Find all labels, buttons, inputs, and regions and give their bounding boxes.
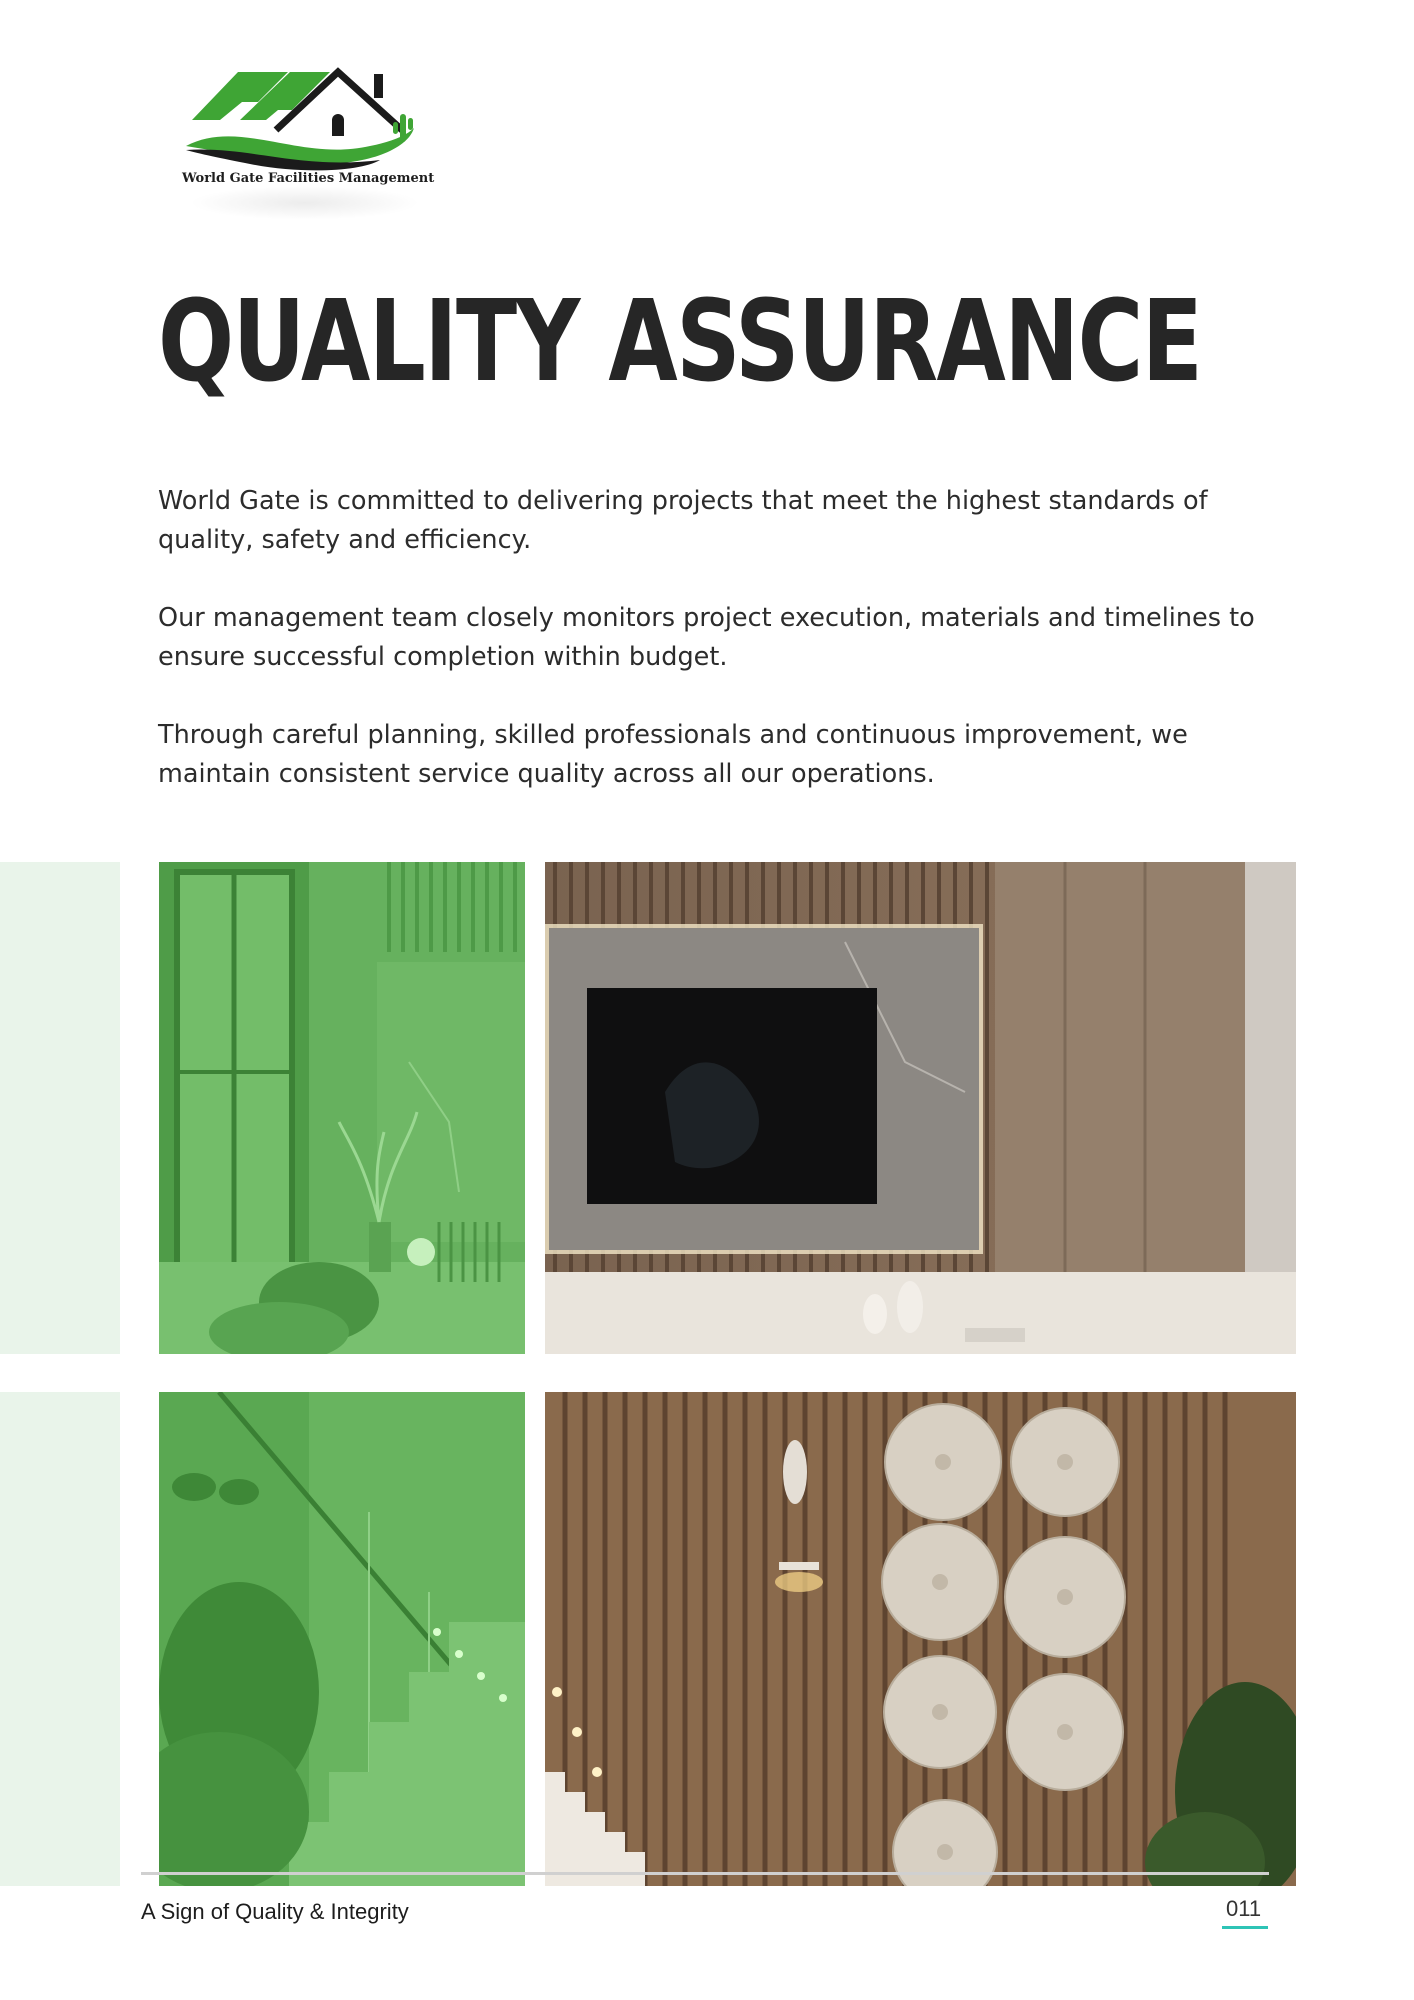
footer-divider [141,1872,1269,1875]
photo-tv-wall [545,862,1296,1354]
paragraph-commitment: World Gate is committed to delivering projects that meet the highest standards of quality, safety and efficiency. [158,486,1208,555]
intro-text [158,482,1308,833]
page-title: QUALITY ASSURANCE [158,277,1202,407]
house-logo-icon [180,58,420,173]
page-number-underline [1222,1926,1268,1929]
company-logo [170,58,435,218]
photo-slat-wall-discs [545,1392,1296,1886]
logo-shadow [190,186,420,220]
footer-tagline: A Sign of Quality & Integrity [141,1899,409,1924]
photo-green-staircase [159,1392,525,1886]
paragraph-management: Our management team closely monitors project execution, materials and timelines to ensure successful completion within budget. [158,603,1255,672]
photo-green-interior [159,862,525,1354]
logo-company-name: World Gate Facilities Management [182,171,435,186]
side-accent-band-bottom [0,1392,120,1886]
page-number: 011 [1226,1896,1262,1921]
paragraph-planning: Through careful planning, skilled professionals and continuous improvement, we maintain consistent service quality across all our operations. [158,720,1188,789]
side-accent-band-top [0,862,120,1354]
